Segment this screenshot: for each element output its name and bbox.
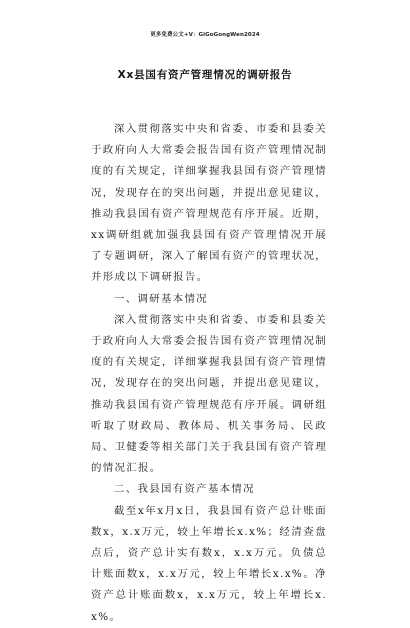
paragraph-section-1: 深入贯彻落实中央和省委、市委和县委关于政府向人大常委会报告国有资产管理情况制度的有关规定，详细掌握我县国有资产管理情况，发现存在的突出问题，并提出意见建议，推动我县国有资产管理规范有序开展。调研组听取了财政局、教体局、机关事务局、民政局、卫健委等相关部门关于我县国有资产管理的情况汇报。: [91, 313, 327, 475]
document-body: [91, 119, 327, 628]
section-heading-2: 二、我县国有资产基本情况: [114, 483, 255, 496]
section-heading-1: 一、调研基本情况: [114, 292, 208, 305]
header-note: 更多免费公文+V：GiGoGongWen2024: [150, 32, 260, 38]
paragraph-intro: 深入贯彻落实中央和省委、市委和县委关于政府向人大常委会报告国有资产管理情况制度的有关规定，详细掌握我县国有资产管理情况，发现存在的突出问题，并提出意见建议，推动我县国有资产管理规范有序开展。近期，xx调研组就加强我县国有资产管理情况开展了专题调研，深入了解国有资产的管理状况，并形成以下调研报告。: [91, 123, 327, 284]
paragraph-section-2: 截至x年x月x日，我县国有资产总计账面数x，x.x万元，较上年增长x.x%；经清查盘点后，资产总计实有数x，x.x万元。负债总计账面数x，x.x万元，较上年增长x.x%。净资产总计账面数x，x.x万元，较上年增长x.x%。: [91, 504, 327, 623]
document-title: Xx县国有资产管理情况的调研报告: [117, 69, 293, 81]
